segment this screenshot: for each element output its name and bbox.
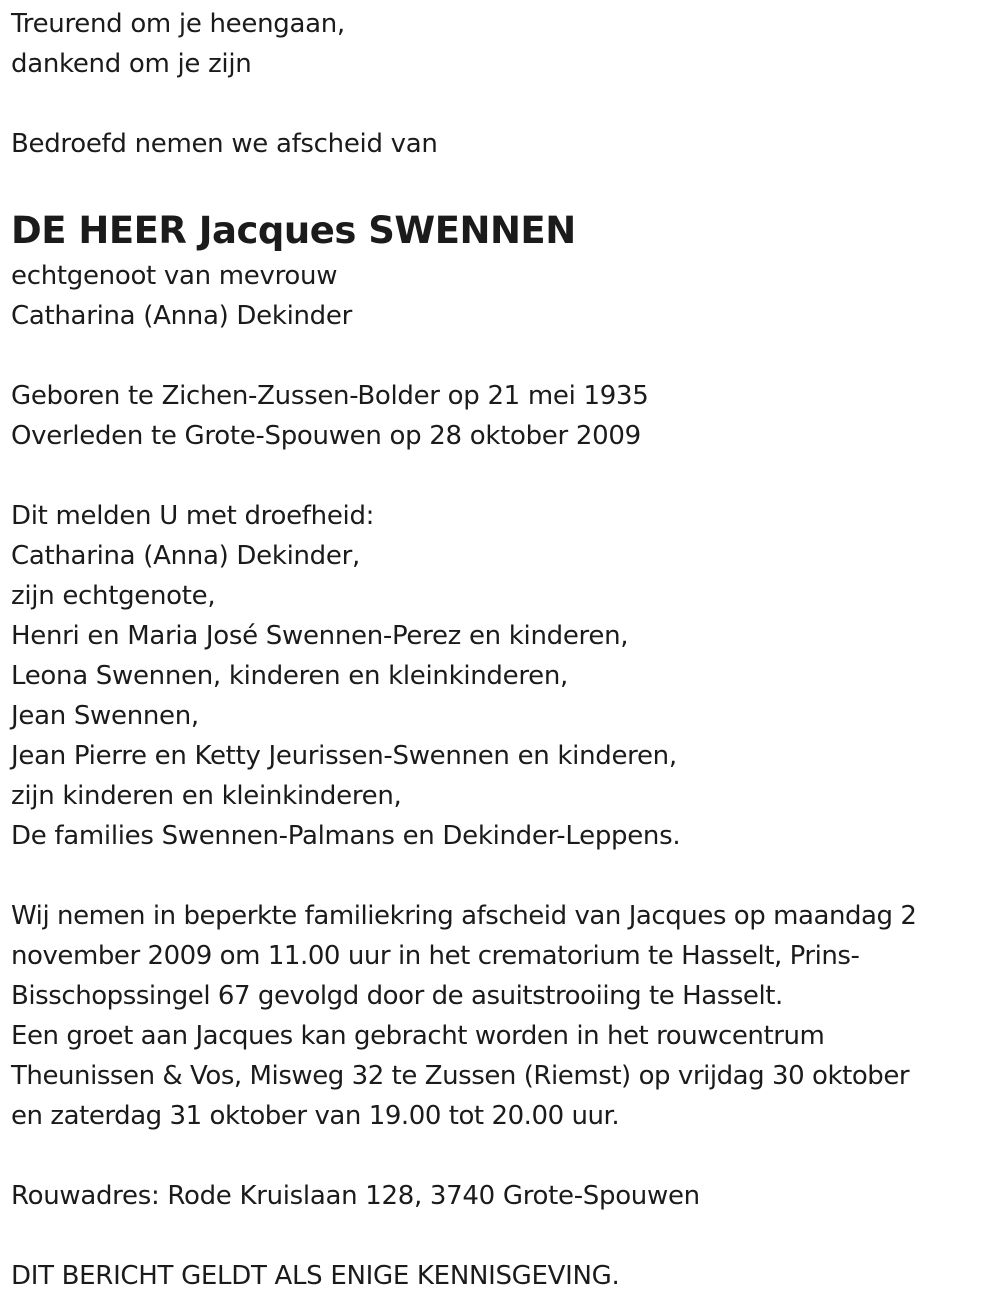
spouse-line-2: Catharina (Anna) Dekinder xyxy=(11,301,352,331)
spacer xyxy=(11,456,986,496)
announcer-line: Henri en Maria José Swennen-Perez en kinderen, xyxy=(11,621,629,651)
ceremony-line: Bisschopssingel 67 gevolgd door de asuitstrooiing te Hasselt. xyxy=(11,981,783,1011)
ceremony-line: Een groet aan Jacques kan gebracht worden in het rouwcentrum xyxy=(11,1021,825,1051)
spacer xyxy=(11,164,986,206)
announcer-line: Jean Swennen, xyxy=(11,701,199,731)
spouse-line-1: echtgenoot van mevrouw xyxy=(11,261,338,291)
announcer-line: De families Swennen-Palmans en Dekinder-Leppens. xyxy=(11,821,681,851)
death-line: Overleden te Grote-Spouwen op 28 oktober 2009 xyxy=(11,421,641,451)
announcers-heading: Dit melden U met droefheid: xyxy=(11,501,375,531)
intro-line: Bedroefd nemen we afscheid van xyxy=(11,129,438,159)
ceremony-line: Wij nemen in beperkte familiekring afscheid van Jacques op maandag 2 xyxy=(11,901,917,931)
announcer-line: Catharina (Anna) Dekinder, xyxy=(11,541,360,571)
ceremony-line: en zaterdag 31 oktober van 19.00 tot 20.00 uur. xyxy=(11,1101,620,1131)
mourning-address: Rouwadres: Rode Kruislaan 128, 3740 Grote-Spouwen xyxy=(11,1181,700,1211)
ceremony-line: november 2009 om 11.00 uur in het crematorium te Hasselt, Prins- xyxy=(11,941,860,971)
spacer xyxy=(11,84,986,124)
announcer-line: Jean Pierre en Ketty Jeurissen-Swennen en kinderen, xyxy=(11,741,677,771)
deceased-name: DE HEER Jacques SWENNEN xyxy=(11,209,576,252)
spacer xyxy=(11,1216,986,1256)
spacer xyxy=(11,1136,986,1176)
ceremony-paragraph xyxy=(11,896,986,1136)
announcer-line: zijn kinderen en kleinkinderen, xyxy=(11,781,402,811)
opening-line-2: dankend om je zijn xyxy=(11,49,252,79)
notice-line: DIT BERICHT GELDT ALS ENIGE KENNISGEVING. xyxy=(11,1261,620,1291)
birth-line: Geboren te Zichen-Zussen-Bolder op 21 mei 1935 xyxy=(11,381,649,411)
spacer xyxy=(11,336,986,376)
ceremony-line: Theunissen & Vos, Misweg 32 te Zussen (Riemst) op vrijdag 30 oktober xyxy=(11,1061,910,1091)
opening-line-1: Treurend om je heengaan, xyxy=(11,9,345,39)
announcer-line: zijn echtgenote, xyxy=(11,581,216,611)
announcer-line: Leona Swennen, kinderen en kleinkinderen, xyxy=(11,661,568,691)
spacer xyxy=(11,856,986,896)
obituary-document xyxy=(11,4,986,1296)
